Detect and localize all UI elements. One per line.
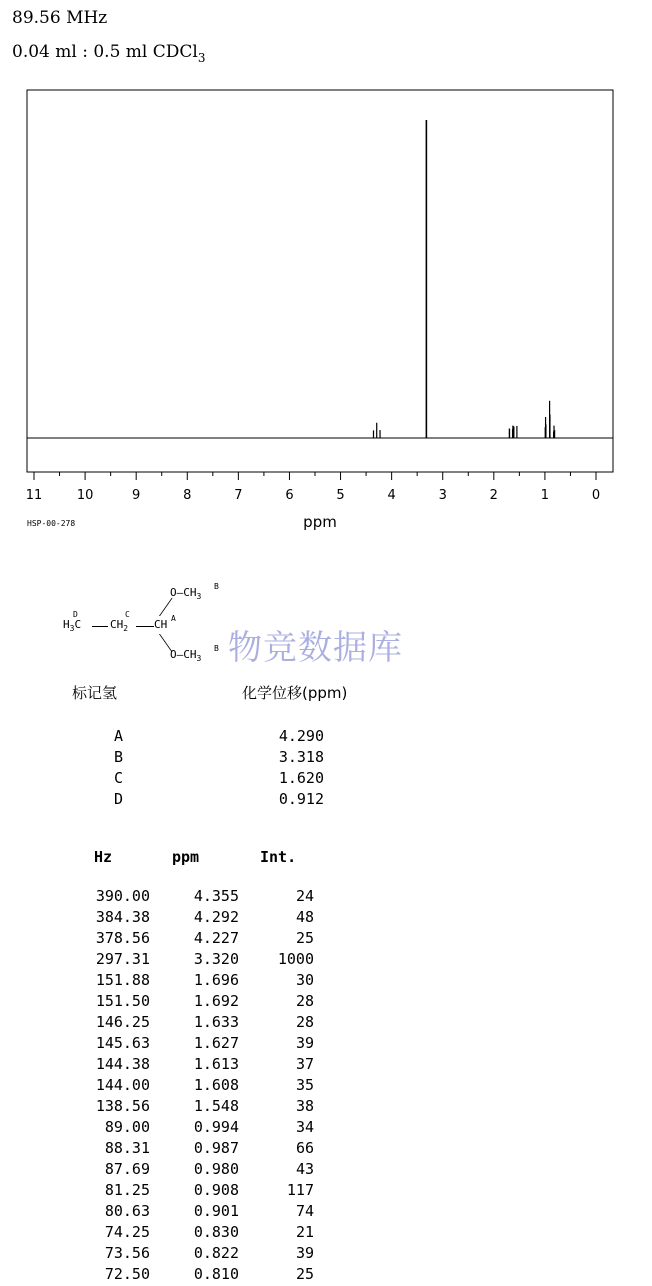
x-tick-label: 11 [25,488,43,503]
int-header: Int. [260,848,297,866]
ppm-header: ppm [172,848,200,866]
peak-int: 48 [295,908,314,926]
peak-row [0,1013,400,1034]
peak-row [0,1055,400,1076]
ch-group: CH [154,618,168,631]
x-tick-label: 9 [132,488,141,503]
peak-hz: 81.25 [104,1181,150,1199]
methoxy-top: $O—CH_3$ [170,586,202,602]
shift-row [0,790,400,811]
peak-row [0,1223,400,1244]
peak-hz: 138.56 [95,1097,150,1115]
peak-int: 1000 [277,950,314,968]
peak-hz: 145.63 [95,1034,150,1052]
peak-row [0,1097,400,1118]
peak-ppm: 3.320 [193,950,239,968]
peak-hz: 144.38 [95,1055,150,1073]
x-axis [26,472,600,503]
shift-value: 0.912 [278,790,324,808]
shift-label: C [114,769,124,787]
ch-tag: A [171,614,176,623]
spectrum-code: HSP-00-278 [27,519,76,528]
watermark: 物竞数据库 [228,628,403,668]
peak-row [0,1139,400,1160]
hz-header: Hz [94,848,113,866]
peak-ppm: 1.633 [193,1013,239,1031]
methoxy-top-tag: B [214,582,219,591]
peak-int: 24 [295,887,314,905]
x-tick-label: 8 [183,488,192,503]
peak-ppm: 1.608 [193,1076,239,1094]
ch2-tag: C [125,610,130,619]
shift-row [0,769,400,790]
peak-ppm: 1.696 [193,971,239,989]
peak-row [0,992,400,1013]
shift-value: 3.318 [278,748,324,766]
peak-int: 28 [295,992,314,1010]
shift-value: 1.620 [278,769,324,787]
peak-row [0,1034,400,1055]
peak-hz: 72.50 [104,1265,150,1283]
peak-int: 43 [295,1160,314,1178]
peak-hz: 390.00 [95,887,150,905]
peak-int: 35 [295,1076,314,1094]
peak-row [0,908,400,929]
peak-hz: 378.56 [95,929,150,947]
ch3-group: $H_3C$ [63,618,82,634]
x-axis-label: ppm [303,513,337,531]
peak-hz: 89.00 [104,1118,150,1136]
peak-ppm: 0.810 [193,1265,239,1283]
ch3-tag: D [73,610,78,619]
methoxy-bottom: $O—CH_3$ [170,648,202,664]
ch2-group: $CH_2$ [110,618,129,634]
peak-int: 39 [295,1034,314,1052]
x-tick-label: 7 [234,488,243,503]
peak-row [0,950,400,971]
peak-hz: 73.56 [104,1244,150,1262]
shift-column-header: 化学位移(ppm) [242,684,348,702]
shift-label: B [114,748,124,766]
peak-ppm: 0.987 [193,1139,239,1157]
peak-int: 39 [295,1244,314,1262]
x-tick-label: 0 [591,488,601,503]
peak-ppm: 4.292 [193,908,239,926]
x-tick-label: 4 [387,488,396,503]
peak-ppm: 1.692 [193,992,239,1010]
peak-int: 66 [295,1139,314,1157]
peak-ppm: 0.994 [193,1118,239,1136]
peak-row [0,1265,400,1286]
peak-ppm: 4.355 [193,887,239,905]
peak-hz: 297.31 [95,950,150,968]
shift-label: A [114,727,124,745]
x-tick-label: 2 [489,488,498,503]
spectrometer-frequency: 89.56 MHz [12,8,108,28]
peak-ppm: 0.980 [193,1160,239,1178]
peak-row [0,929,400,950]
peak-ppm: 0.822 [193,1244,239,1262]
peak-row [0,887,400,908]
peak-row [0,1160,400,1181]
peak-int: 28 [295,1013,314,1031]
peak-ppm: 0.830 [193,1223,239,1241]
peak-hz: 151.88 [95,971,150,989]
x-tick-label: 5 [336,488,345,503]
peak-ppm: 1.627 [193,1034,239,1052]
peak-row [0,1202,400,1223]
peak-int: 74 [295,1202,314,1220]
peak-ppm: 1.548 [193,1097,239,1115]
peak-int: 25 [295,1265,314,1283]
peak-ppm: 0.908 [193,1181,239,1199]
peak-hz: 88.31 [104,1139,150,1157]
peak-int: 21 [295,1223,314,1241]
shift-row [0,727,400,748]
peak-int: 38 [295,1097,314,1115]
shift-value: 4.290 [278,727,324,745]
solvent-subscript: 3 [197,51,206,65]
peak-ppm: 0.901 [193,1202,239,1220]
peak-row [0,1076,400,1097]
peak-int: 117 [286,1181,314,1199]
label-column-header: 标记氢 [72,684,118,702]
peak-int: 34 [295,1118,314,1136]
peak-int: 30 [295,971,314,989]
peak-hz: 151.50 [95,992,150,1010]
x-tick-label: 1 [540,488,550,503]
peak-hz: 146.25 [95,1013,150,1031]
peak-hz: 80.63 [104,1202,150,1220]
plot-frame [27,90,613,472]
shift-row [0,748,400,769]
peak-ppm: 4.227 [193,929,239,947]
x-tick-label: 10 [76,488,94,503]
peak-hz: 144.00 [95,1076,150,1094]
peaks-layer [373,120,554,438]
peak-int: 25 [295,929,314,947]
methoxy-bottom-tag: B [214,644,219,653]
peak-hz: 74.25 [104,1223,150,1241]
x-tick-label: 6 [285,488,294,503]
peak-ppm: 1.613 [193,1055,239,1073]
peak-hz: 384.38 [95,908,150,926]
peak-row [0,1181,400,1202]
peak-row [0,1244,400,1265]
peak-int: 37 [295,1055,314,1073]
peak-row [0,971,400,992]
x-tick-label: 3 [438,488,447,503]
nmr-spectrum-chart [0,0,652,540]
shift-label: D [114,790,124,808]
solvent-text: 0.04 ml : 0.5 ml CDCl [12,42,198,62]
peak-row [0,1118,400,1139]
peak-hz: 87.69 [104,1160,150,1178]
